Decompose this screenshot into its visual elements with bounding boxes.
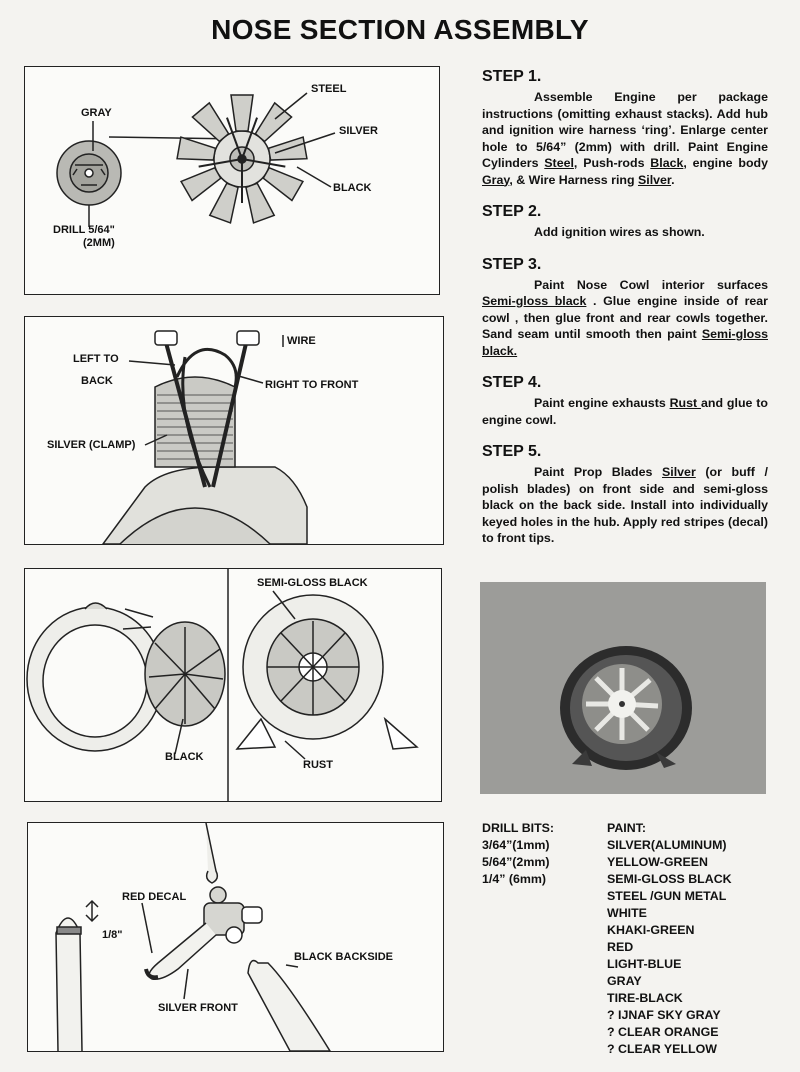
cowl-illustration	[25, 569, 441, 801]
paint-item: TIRE-BLACK	[607, 991, 683, 1005]
cowl-diagram-panel	[24, 568, 442, 802]
label-semi-gloss-black: SEMI-GLOSS BLACK	[257, 577, 368, 589]
underlined-term: Gray	[482, 172, 510, 187]
paint-item: GRAY	[607, 974, 642, 988]
underlined-term: Semi-gloss black	[482, 294, 587, 308]
step-4	[482, 374, 768, 428]
engine-illustration	[25, 67, 439, 294]
step-text-segment: (or buff / polish blades) on front side and semi-gloss black on the back side. Install into individually keyed holes in the hub. Apply red stripes (decal) to front tips.	[482, 465, 768, 545]
step-text-segment: , Push-rods	[573, 156, 651, 170]
drill-bits-list	[482, 820, 554, 888]
label-black-engine: BLACK	[165, 751, 204, 763]
step-text-segment: , & Wire Harness ring	[509, 172, 638, 187]
step-1-text	[482, 89, 768, 188]
label-silver: SILVER	[339, 125, 378, 137]
wires-diagram-panel	[24, 316, 444, 545]
step-2-title: STEP 2.	[482, 203, 542, 220]
step-1-title: STEP 1.	[482, 68, 542, 85]
ignition-wires-illustration	[25, 317, 443, 544]
step-2	[482, 203, 768, 241]
paint-item: YELLOW-GREEN	[607, 855, 708, 869]
underlined-term: Silver	[662, 465, 696, 479]
label-back: BACK	[81, 375, 113, 387]
step-3	[482, 256, 768, 360]
step-text-segment: Paint Nose Cowl interior surfaces	[534, 277, 768, 292]
label-drill: DRILL 5/64"	[53, 224, 115, 236]
step-5	[482, 443, 768, 547]
drill-bit-item: 5/64”(2mm)	[482, 855, 550, 869]
underlined-term: Silver	[637, 172, 672, 187]
step-1	[482, 68, 768, 188]
step-2-text	[482, 224, 768, 241]
step-4-title: STEP 4.	[482, 374, 542, 391]
step-3-title: STEP 3.	[482, 255, 542, 273]
label-black: BLACK	[333, 182, 372, 194]
paint-item: RED	[607, 940, 634, 954]
label-rust: RUST	[303, 759, 333, 771]
drill-bits-heading: DRILL BITS:	[482, 821, 555, 835]
engine-photo-image	[480, 582, 766, 794]
label-gray: GRAY	[81, 107, 112, 119]
drill-bit-item: 3/64”(1mm)	[482, 838, 550, 852]
label-left-to: LEFT TO	[73, 353, 119, 365]
label-drill-mm: (2MM)	[83, 237, 115, 249]
page-title: NOSE SECTION ASSEMBLY	[211, 14, 589, 45]
step-text-segment: Paint engine exhausts	[534, 396, 670, 410]
drill-bit-item: 1/4” (6mm)	[482, 872, 547, 886]
paint-item: ? IJNAF SKY GRAY	[607, 1008, 721, 1022]
label-wire: WIRE	[287, 335, 316, 347]
underlined-term: Steel	[544, 156, 574, 170]
underlined-term: Black	[650, 156, 684, 170]
label-one-eighth: 1/8"	[102, 929, 123, 941]
step-text-segment: Paint Prop Blades	[534, 465, 663, 479]
underlined-term: Rust	[669, 396, 702, 410]
step-text-segment: Assemble Engine per package instructions (omitting exhaust stacks). Add hub and ignition wire harness ‘ring’. Enlarge center hole to 5/64” (2mm) with drill. Paint Engine Cylinders	[482, 90, 768, 170]
paint-item: WHITE	[607, 906, 647, 920]
label-steel: STEEL	[311, 83, 347, 95]
step-5-title: STEP 5.	[482, 443, 542, 460]
step-text-segment: Add ignition wires as shown.	[534, 225, 705, 239]
step-3-text	[482, 277, 768, 360]
step-text-segment: . Glue engine inside of rear cowl , then glue front and rear cowls together. Sand seam until smooth then paint	[482, 294, 769, 341]
step-text-segment: and glue to engine cowl.	[482, 396, 768, 427]
label-black-backside: BLACK BACKSIDE	[294, 951, 393, 963]
step-5-text	[482, 464, 768, 547]
paint-item: KHAKI-GREEN	[607, 923, 695, 937]
paint-item: SEMI-GLOSS BLACK	[607, 872, 732, 886]
prop-diagram-panel	[27, 822, 444, 1052]
paint-item: LIGHT-BLUE	[607, 957, 682, 971]
underlined-term: Semi-gloss black.	[482, 327, 768, 358]
paint-item: ? CLEAR ORANGE	[607, 1025, 719, 1039]
paint-item: SILVER(ALUMINUM)	[607, 838, 727, 852]
paint-list	[607, 820, 732, 1058]
paint-heading: PAINT:	[607, 821, 647, 835]
paint-item: ? CLEAR YELLOW	[607, 1042, 717, 1056]
engine-diagram-panel	[24, 66, 440, 295]
label-red-decal: RED DECAL	[122, 891, 187, 903]
label-silver-front: SILVER FRONT	[158, 1002, 238, 1014]
prop-illustration	[28, 823, 443, 1051]
step-text-segment: , engine body	[683, 156, 768, 170]
label-silver-clamp: SILVER (CLAMP)	[47, 439, 136, 451]
label-right-to-front: RIGHT TO FRONT	[265, 379, 359, 391]
step-4-text	[482, 395, 768, 428]
step-text-segment: .	[671, 172, 675, 187]
paint-item: STEEL /GUN METAL	[607, 889, 727, 903]
assembled-nose-photo	[480, 582, 766, 794]
steps-column	[482, 68, 768, 562]
